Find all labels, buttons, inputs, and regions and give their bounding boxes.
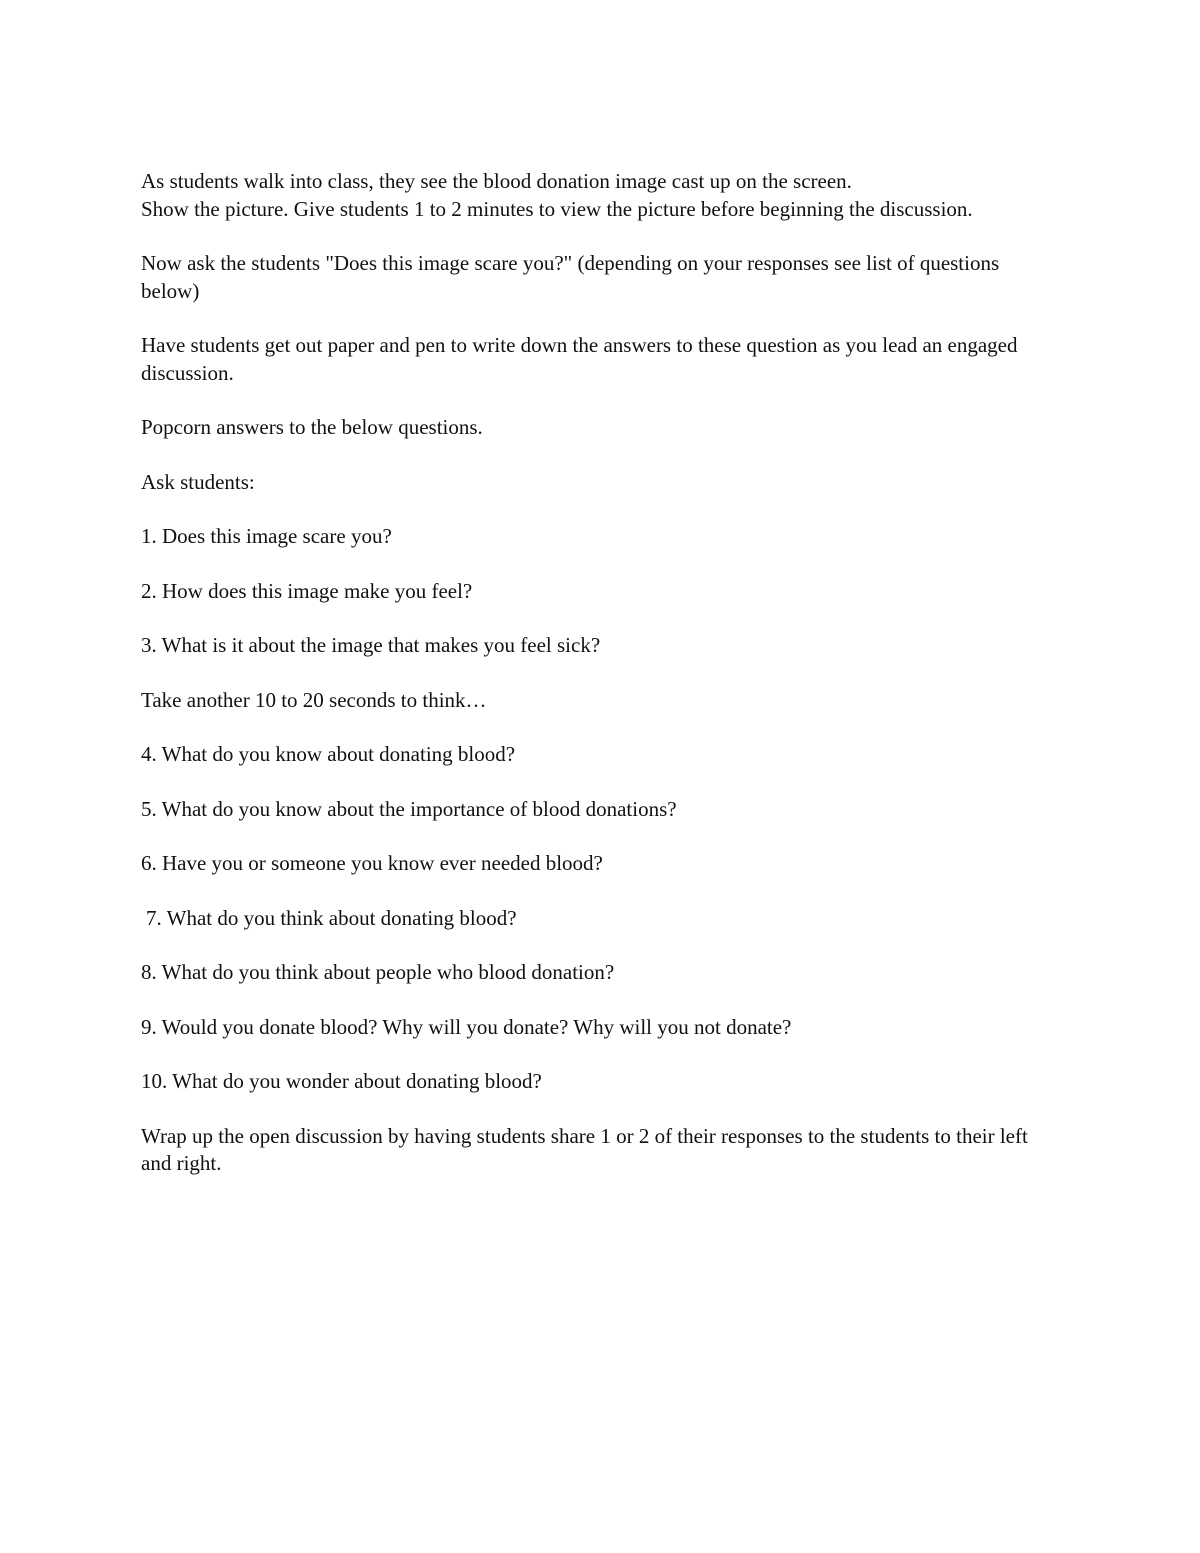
question-item: 9. Would you donate blood? Why will you donate? Why will you not donate? (141, 1014, 792, 1039)
intro-line-2: Show the picture. Give students 1 to 2 minutes to view the picture before beginning the discussion. (141, 196, 973, 221)
wrap-up-paragraph: Wrap up the open discussion by having students share 1 or 2 of their responses to the students to their left and right. (141, 1123, 1034, 1175)
materials-paragraph: Have students get out paper and pen to write down the answers to these question as you lead an engaged discussion. (141, 333, 1023, 385)
question-item: 5. What do you know about the importance of blood donations? (141, 796, 677, 821)
question-item: 2. How does this image make you feel? (141, 578, 473, 603)
question-item: 8. What do you think about people who blood donation? (141, 960, 615, 984)
pause-paragraph: Take another 10 to 20 seconds to think… (141, 687, 487, 712)
document-body (141, 168, 1061, 1205)
question-item: 10. What do you wonder about donating blood? (141, 1069, 542, 1093)
question-item: 7. What do you think about donating blood? (146, 905, 517, 930)
ask-prompt-paragraph: Now ask the students "Does this image scare you?" (depending on your responses see list of questions below) (141, 251, 1005, 303)
question-item: 6. Have you or someone you know ever needed blood? (141, 851, 603, 875)
intro-line-1: As students walk into class, they see the blood donation image cast up on the screen. (141, 169, 852, 193)
question-item: 4. What do you know about donating blood? (141, 742, 516, 766)
popcorn-paragraph: Popcorn answers to the below questions. (141, 415, 483, 439)
question-item: 1. Does this image scare you? (141, 524, 392, 548)
ask-students-label: Ask students: (141, 469, 255, 494)
question-item: 3. What is it about the image that makes you feel sick? (141, 633, 601, 657)
